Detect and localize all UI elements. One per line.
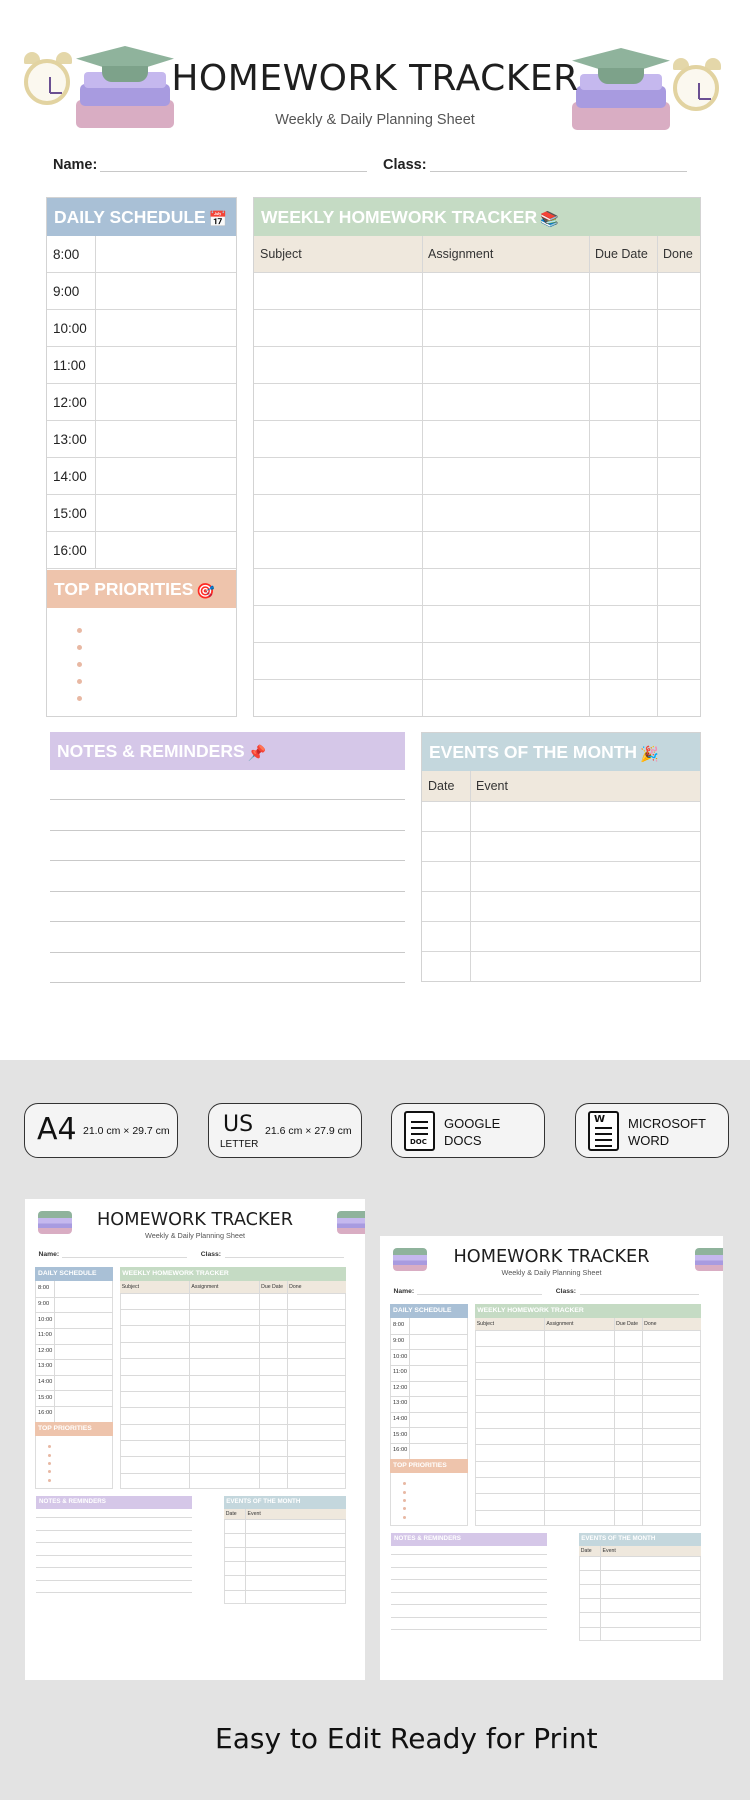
preview-priority-bullet	[403, 1499, 406, 1502]
preview-daily-header: DAILY SCHEDULE	[35, 1267, 113, 1282]
microsoft-word-line1: MICROSOFT	[628, 1116, 706, 1131]
schedule-time: 11:00	[53, 358, 86, 373]
preview-column-header: Date	[225, 1511, 237, 1517]
preview-title: HOMEWORK TRACKER	[97, 1210, 293, 1231]
a4-dimensions: 21.0 cm × 29.7 cm	[83, 1125, 170, 1137]
table-row[interactable]	[254, 494, 700, 495]
note-line[interactable]	[50, 982, 405, 983]
daily-schedule-title: DAILY SCHEDULE	[54, 207, 206, 227]
preview-title: HOMEWORK TRACKER	[453, 1247, 650, 1268]
preview-daily-header: DAILY SCHEDULE	[390, 1304, 468, 1319]
table-row[interactable]	[422, 921, 700, 922]
note-line[interactable]	[50, 921, 405, 922]
preview-events-header: EVENTS OF THE MONTH	[579, 1533, 702, 1545]
daily-schedule-panel	[46, 197, 237, 717]
preview-schedule-time: 16:00	[393, 1447, 408, 1454]
table-row[interactable]	[254, 568, 700, 569]
preview-column-header: Event	[602, 1548, 616, 1554]
microsoft-word-badge	[575, 1103, 729, 1158]
schedule-row[interactable]	[47, 236, 236, 273]
events-header	[422, 733, 700, 771]
schedule-time: 13:00	[53, 432, 87, 447]
name-label: Name:	[53, 157, 98, 173]
notes-header	[50, 732, 405, 770]
schedule-time: 10:00	[53, 321, 87, 336]
priority-bullet[interactable]	[77, 679, 82, 684]
a4-size-badge	[24, 1103, 178, 1158]
table-row[interactable]	[254, 346, 700, 347]
graduation-books-icon	[337, 1211, 365, 1234]
preview-schedule-time: 10:00	[393, 1353, 408, 1360]
note-line[interactable]	[50, 891, 405, 892]
note-line[interactable]	[50, 952, 405, 953]
weekly-tracker-header	[254, 198, 700, 236]
preview-column-header: Subject	[476, 1320, 495, 1327]
events-title: EVENTS OF THE MONTH	[429, 742, 638, 762]
preview-priorities-header: TOP PRIORITIES	[35, 1422, 113, 1437]
preview-schedule-time: 10:00	[38, 1316, 53, 1323]
preview-priority-bullet	[403, 1516, 406, 1519]
note-line[interactable]	[50, 830, 405, 831]
schedule-row[interactable]	[47, 310, 236, 347]
preview-priorities-header: TOP PRIORITIES	[390, 1459, 468, 1474]
party-popper-icon: 🎉	[640, 746, 659, 763]
preview-schedule-time: 11:00	[393, 1369, 407, 1376]
preview-schedule-time: 15:00	[393, 1431, 408, 1438]
schedule-time: 8:00	[53, 247, 80, 262]
preview-column-header: Due Date	[616, 1320, 638, 1327]
graduation-books-icon	[38, 1211, 71, 1234]
schedule-time: 16:00	[53, 543, 87, 558]
table-row[interactable]	[422, 951, 700, 952]
calendar-icon: 📅	[208, 211, 228, 228]
priority-bullet[interactable]	[77, 696, 82, 701]
microsoft-word-line2: WORD	[628, 1133, 670, 1148]
graduation-books-icon	[695, 1248, 723, 1271]
preview-schedule-time: 16:00	[38, 1410, 53, 1417]
page-title: HOMEWORK TRACKER	[171, 58, 579, 99]
schedule-row[interactable]	[47, 532, 236, 569]
a4-label: A4	[37, 1112, 77, 1147]
ready-for-print-tagline: Ready for Print	[390, 1722, 598, 1755]
table-row[interactable]	[254, 420, 700, 421]
preview-schedule-time: 8:00	[38, 1285, 50, 1292]
column-header-event: Event	[476, 779, 508, 793]
doc-file-icon-text: DOC	[410, 1138, 427, 1146]
table-row[interactable]	[422, 831, 700, 832]
priority-bullet[interactable]	[77, 628, 82, 633]
us-letter-preview-thumbnail	[380, 1236, 723, 1680]
target-icon: 🎯	[196, 583, 216, 600]
preview-weekly-header: WEEKLY HOMEWORK TRACKER	[475, 1304, 702, 1319]
google-docs-badge	[391, 1103, 545, 1158]
us-letter-sublabel: LETTER	[220, 1139, 259, 1150]
weekly-tracker-panel	[253, 197, 701, 717]
preview-name-label: Name:	[38, 1251, 60, 1258]
us-dimensions: 21.6 cm × 27.9 cm	[265, 1125, 352, 1137]
preview-column-header: Done	[644, 1320, 657, 1327]
schedule-row[interactable]	[47, 384, 236, 421]
preview-column-header: Subject	[121, 1283, 140, 1290]
schedule-time: 15:00	[53, 506, 87, 521]
class-label: Class:	[383, 157, 427, 173]
preview-schedule-time: 9:00	[38, 1300, 50, 1307]
class-field[interactable]	[430, 171, 687, 172]
preview-class-label: Class:	[555, 1288, 577, 1295]
schedule-row[interactable]	[47, 458, 236, 495]
graduation-books-icon	[393, 1248, 426, 1271]
preview-schedule-time: 12:00	[38, 1347, 53, 1354]
preview-weekly-header: WEEKLY HOMEWORK TRACKER	[120, 1267, 347, 1282]
name-field[interactable]	[100, 171, 367, 172]
preview-priority-bullet	[48, 1454, 51, 1457]
schedule-row[interactable]	[47, 421, 236, 458]
word-file-icon-text: W	[594, 1114, 606, 1125]
preview-schedule-time: 13:00	[393, 1400, 408, 1407]
preview-column-header: Done	[289, 1283, 302, 1290]
google-docs-line2: DOCS	[444, 1133, 482, 1148]
column-header-done: Done	[663, 247, 693, 261]
us-label: US	[223, 1112, 254, 1137]
books-icon: 📚	[540, 211, 559, 228]
preview-schedule-time: 12:00	[393, 1384, 408, 1391]
schedule-row[interactable]	[47, 347, 236, 384]
preview-schedule-time: 15:00	[38, 1394, 53, 1401]
preview-name-label: Name:	[393, 1288, 415, 1295]
schedule-row[interactable]	[47, 495, 236, 532]
preview-schedule-time: 14:00	[393, 1415, 408, 1422]
note-line[interactable]	[50, 799, 405, 800]
weekly-tracker-title: WEEKLY HOMEWORK TRACKER	[261, 207, 538, 227]
preview-notes-header: NOTES & REMINDERS	[36, 1496, 192, 1508]
preview-class-label: Class:	[200, 1251, 222, 1258]
column-header-date: Date	[428, 779, 455, 793]
preview-events-header: EVENTS OF THE MONTH	[224, 1496, 347, 1508]
note-line[interactable]	[50, 860, 405, 861]
notes-title: NOTES & REMINDERS	[57, 741, 245, 761]
priority-bullet[interactable]	[77, 662, 82, 667]
table-row[interactable]	[422, 891, 700, 892]
priority-bullet[interactable]	[77, 645, 82, 650]
preview-column-header: Event	[247, 1511, 261, 1517]
table-row[interactable]	[254, 457, 700, 458]
events-panel	[421, 732, 701, 982]
preview-schedule-time: 9:00	[393, 1337, 405, 1344]
easy-to-edit-tagline: Easy to Edit	[215, 1722, 382, 1755]
schedule-time: 9:00	[53, 284, 80, 299]
page-subtitle: Weekly & Daily Planning Sheet	[275, 112, 475, 128]
preview-column-header: Due Date	[261, 1283, 283, 1290]
google-docs-line1: GOOGLE	[444, 1116, 501, 1131]
table-row[interactable]	[254, 383, 700, 384]
schedule-time: 12:00	[53, 395, 87, 410]
preview-column-header: Assignment	[191, 1283, 219, 1290]
preview-schedule-time: 11:00	[38, 1332, 52, 1339]
daily-schedule-header	[47, 198, 236, 236]
preview-priority-bullet	[48, 1479, 51, 1482]
table-row[interactable]	[254, 531, 700, 532]
word-file-icon	[588, 1111, 619, 1151]
preview-notes-header: NOTES & REMINDERS	[391, 1533, 547, 1545]
pushpin-icon: 📌	[247, 745, 267, 762]
preview-column-header: Date	[580, 1548, 592, 1554]
preview-subtitle: Weekly & Daily Planning Sheet	[144, 1231, 246, 1241]
preview-schedule-time: 13:00	[38, 1363, 53, 1370]
preview-column-header: Assignment	[546, 1320, 574, 1327]
table-row[interactable]	[422, 861, 700, 862]
preview-schedule-time: 14:00	[38, 1378, 53, 1385]
table-row[interactable]	[254, 679, 700, 680]
column-header-subject: Subject	[260, 247, 302, 261]
preview-priority-bullet	[403, 1491, 406, 1494]
schedule-row[interactable]	[47, 273, 236, 310]
table-row[interactable]	[254, 642, 700, 643]
us-letter-badge	[208, 1103, 362, 1158]
preview-priority-bullet	[48, 1462, 51, 1465]
table-row[interactable]	[254, 309, 700, 310]
table-row[interactable]	[254, 605, 700, 606]
preview-schedule-time: 8:00	[393, 1322, 405, 1329]
schedule-time: 14:00	[53, 469, 87, 484]
top-priorities-header	[47, 570, 236, 608]
preview-subtitle: Weekly & Daily Planning Sheet	[501, 1268, 602, 1278]
top-priorities-title: TOP PRIORITIES	[54, 579, 194, 599]
doc-file-icon	[404, 1111, 435, 1151]
column-header-due-date: Due Date	[595, 247, 648, 261]
a4-preview-thumbnail	[25, 1199, 365, 1680]
column-header-assignment: Assignment	[428, 247, 494, 261]
